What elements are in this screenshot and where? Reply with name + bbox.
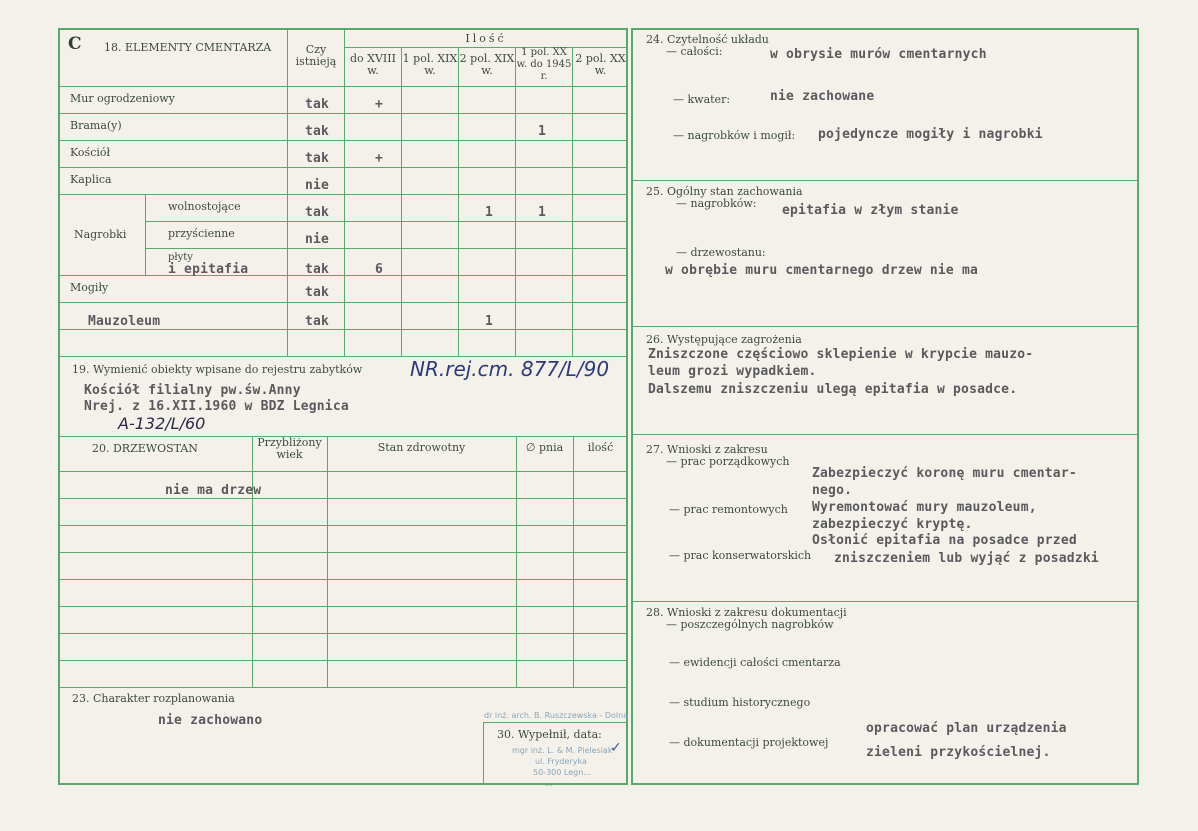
col-header-2: 1 pol. XIX w. [402, 52, 458, 77]
s27-line-2: nego. [812, 483, 853, 498]
row-kaplica-czy: nie [305, 178, 330, 193]
s27-line-1: Zabezpieczyć koronę muru cmentar- [812, 466, 1077, 481]
s24-nagrobkow-label: — nagrobków i mogił: [673, 129, 796, 142]
s27-remontowych-label: — prac remontowych [669, 503, 788, 516]
section-19-title: 19. Wymienić obiekty wpisane do rejestru zabytków [72, 363, 363, 376]
section-24-title: 24. Czytelność układu [646, 33, 769, 46]
row-mauzoleum-typed: Mauzoleum [88, 314, 161, 329]
ilosc-header: Ilość [465, 32, 507, 45]
s28-line-2: zieleni przykościelnej. [866, 745, 1051, 760]
section-30-title: 30. Wypełnił, data: [497, 728, 602, 741]
row-plyty-typed: i epitafia [168, 262, 249, 277]
s27-line-5: Osłonić epitafia na posadce przed [812, 533, 1077, 548]
col-ilosc: ilość [587, 441, 614, 454]
s26-line-3: Dalszemu zniszczeniu ulegą epitafia w posadce. [648, 382, 1018, 397]
stamp-line-4: 50-300 Legn... [533, 768, 591, 777]
section-18-title: 18. ELEMENTY CMENTARZA [104, 41, 272, 54]
row-kosciol-c1: + [375, 151, 384, 166]
col-pnia: ∅ pnia [525, 441, 564, 454]
s27-line-6: zniszczeniem lub wyjąć z posadzki [834, 551, 1099, 566]
row-wolno-c4: 1 [538, 205, 547, 220]
col-header-3: 2 pol. XIX w. [459, 52, 515, 77]
row-mauzoleum-czy: tak [305, 314, 330, 329]
s28-nagrobkow-label: — poszczególnych nagrobków [666, 618, 834, 631]
s28-projektowej-label: — dokumentacji projektowej [669, 736, 829, 749]
row-przyscienne-czy: nie [305, 232, 330, 247]
section-20-value: nie ma drzew [165, 483, 262, 498]
col-header-1: do XVIII w. [350, 52, 396, 77]
row-mauzoleum-c3: 1 [485, 314, 494, 329]
section-19-line-1: Kościół filialny pw.św.Anny [84, 383, 301, 398]
section-19-line-2: Nrej. z 16.XII.1960 w BDZ Legnica [84, 399, 349, 414]
s27-line-4: zabezpieczyć kryptę. [812, 517, 973, 532]
row-brama-c4: 1 [538, 124, 547, 139]
s27-porzadkowych-label: — prac porządkowych [666, 455, 790, 468]
stamp-line-3: ul. Fryderyka [535, 757, 587, 766]
col-stan-zdrowotny: Stan zdrowotny [377, 441, 466, 454]
row-kosciol-label: Kościół [70, 146, 111, 159]
row-mogily-czy: tak [305, 285, 330, 300]
s25-drzewostanu-value: w obrębie muru cmentarnego drzew nie ma [665, 263, 979, 278]
s24-kwater-label: — kwater: [673, 93, 731, 106]
stamp-line-2: mgr inż. L. & M. Pielesiak [512, 746, 613, 755]
s24-kwater-value: nie zachowane [770, 89, 875, 104]
row-brama-label: Brama(y) [70, 119, 122, 132]
s24-nagrobkow-value: pojedyncze mogiły i nagrobki [818, 127, 1043, 142]
row-plyty-label: płyty [168, 252, 193, 263]
section-25-title: 25. Ogólny stan zachowania [646, 185, 803, 198]
row-mur-label: Mur ogrodzeniowy [70, 92, 175, 105]
s28-line-1: opracować plan urządzenia [866, 721, 1067, 736]
section-19-handwritten-register: A-132/L/60 [118, 414, 206, 433]
row-wolno-czy: tak [305, 205, 330, 220]
row-mur-czy: tak [305, 97, 330, 112]
row-plyty-c1: 6 [375, 262, 384, 277]
row-mur-c1: + [375, 97, 384, 112]
s26-line-2: leum grozi wypadkiem. [648, 364, 817, 379]
signature-mark: ✓ [610, 740, 622, 756]
s28-studium-label: — studium historycznego [669, 696, 811, 709]
section-28-title: 28. Wnioski z zakresu dokumentacji [646, 606, 847, 619]
section-23-title: 23. Charakter rozplanowania [72, 692, 235, 705]
section-26-title: 26. Występujące zagrożenia [646, 333, 802, 346]
stamp-line-1: dr inż. arch. B. Ruszczewska - Dolna [484, 711, 629, 720]
s25-nagrobkow-value: epitafia w złym stanie [782, 203, 959, 218]
row-nagrobki-label: Nagrobki [74, 228, 127, 241]
section-27-title: 27. Wnioski z zakresu [646, 443, 768, 456]
col-header-5: 2 pol. XX w. [575, 52, 626, 77]
section-20-title: 20. DRZEWOSTAN [92, 442, 198, 455]
row-wolno-label: wolnostojące [168, 200, 241, 213]
s24-calosci-label: — całości: [666, 45, 723, 58]
s25-drzewostanu-label: — drzewostanu: [676, 246, 766, 259]
s24-calosci-value: w obrysie murów cmentarnych [770, 47, 987, 62]
s26-line-1: Zniszczone częściowo sklepienie w krypcie mauzo- [648, 347, 1034, 362]
col-przyblizony-wiek: Przybliżony wiek [257, 436, 322, 461]
s27-line-3: Wyremontować mury mauzoleum, [812, 500, 1037, 515]
stamp-line-5: ... [545, 779, 553, 788]
col-header-4: 1 pol. XX w. do 1945 r. [516, 47, 572, 82]
row-przyscienne-label: przyścienne [168, 227, 235, 240]
s28-ewidencji-label: — ewidencji całości cmentarza [669, 656, 841, 669]
form-letter: C [68, 34, 82, 54]
s27-konserwatorskich-label: — prac konserwatorskich [669, 549, 812, 562]
row-mogily-label: Mogiły [70, 281, 109, 294]
section-19-handwritten-number: NR.rej.cm. 877/L/90 [410, 357, 610, 381]
section-23-value: nie zachowano [158, 713, 263, 728]
row-kaplica-label: Kaplica [70, 173, 112, 186]
row-kosciol-czy: tak [305, 151, 330, 166]
czy-istnieja-header: Czy istnieją [295, 43, 337, 68]
row-wolno-c3: 1 [485, 205, 494, 220]
s25-nagrobkow-label: — nagrobków: [676, 197, 757, 210]
row-plyty-czy: tak [305, 262, 330, 277]
row-brama-czy: tak [305, 124, 330, 139]
